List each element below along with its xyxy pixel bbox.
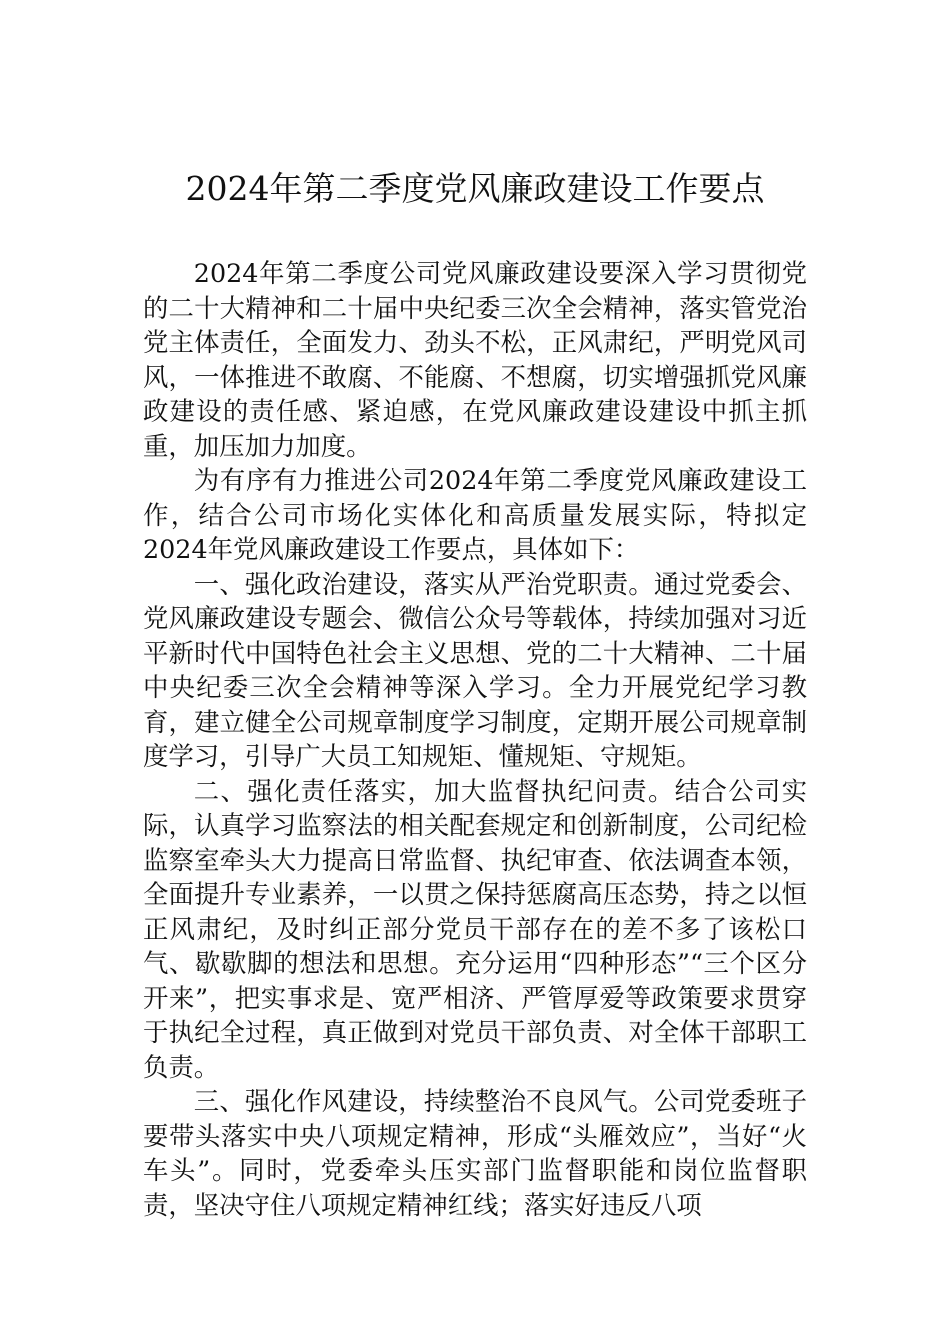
document-body [143, 256, 807, 1222]
paragraph-section-1: 一、强化政治建设，落实从严治党职责。通过党委会、党风廉政建设专题会、微信公众号等载体，持续加强对习近平新时代中国特色社会主义思想、党的二十大精神、二十届中央纪委三次全会精神等深入学习。全力开展党纪学习教育，建立健全公司规章制度学习制度，定期开展公司规章制度学习，引导广大员工知规矩、懂规矩、守规矩。 [143, 568, 807, 771]
paragraph-purpose: 为有序有力推进公司2024年第二季度党风廉政建设工作，结合公司市场化实体化和高质量发展实际，特拟定2024年党风廉政建设工作要点，具体如下： [143, 465, 807, 564]
paragraph-section-3: 三、强化作风建设，持续整治不良风气。公司党委班子要带头落实中央八项规定精神，形成“头雁效应”，当好“火车头”。同时，党委牵头压实部门监督职能和岗位监督职责，坚决守住八项规定精神红线；落实好违反八项 [143, 1086, 807, 1220]
document-title: 2024年第二季度党风廉政建设工作要点 [185, 169, 765, 208]
paragraph-intro: 2024年第二季度公司党风廉政建设要深入学习贯彻党的二十大精神和二十届中央纪委三次全会精神，落实管党治党主体责任，全面发力、劲头不松，正风肃纪，严明党风司风，一体推进不敢腐、不能腐、不想腐，切实增强抓党风廉政建设的责任感、紧迫感，在党风廉政建设建设中抓主抓重，加压加力加度。 [143, 258, 807, 461]
paragraph-section-2: 二、强化责任落实，加大监督执纪问责。结合公司实际，认真学习监察法的相关配套规定和创新制度，公司纪检监察室牵头大力提高日常监督、执纪审查、依法调查本领，全面提升专业素养，一以贯之保持惩腐高压态势，持之以恒正风肃纪，及时纠正部分党员干部存在的差不多了该松口气、歇歇脚的想法和思想。充分运用“四种形态”“三个区分开来”，把实事求是、宽严相济、严管厚爱等政策要求贯穿于执纪全过程，真正做到对党员干部负责、对全体干部职工负责。 [143, 775, 807, 1082]
